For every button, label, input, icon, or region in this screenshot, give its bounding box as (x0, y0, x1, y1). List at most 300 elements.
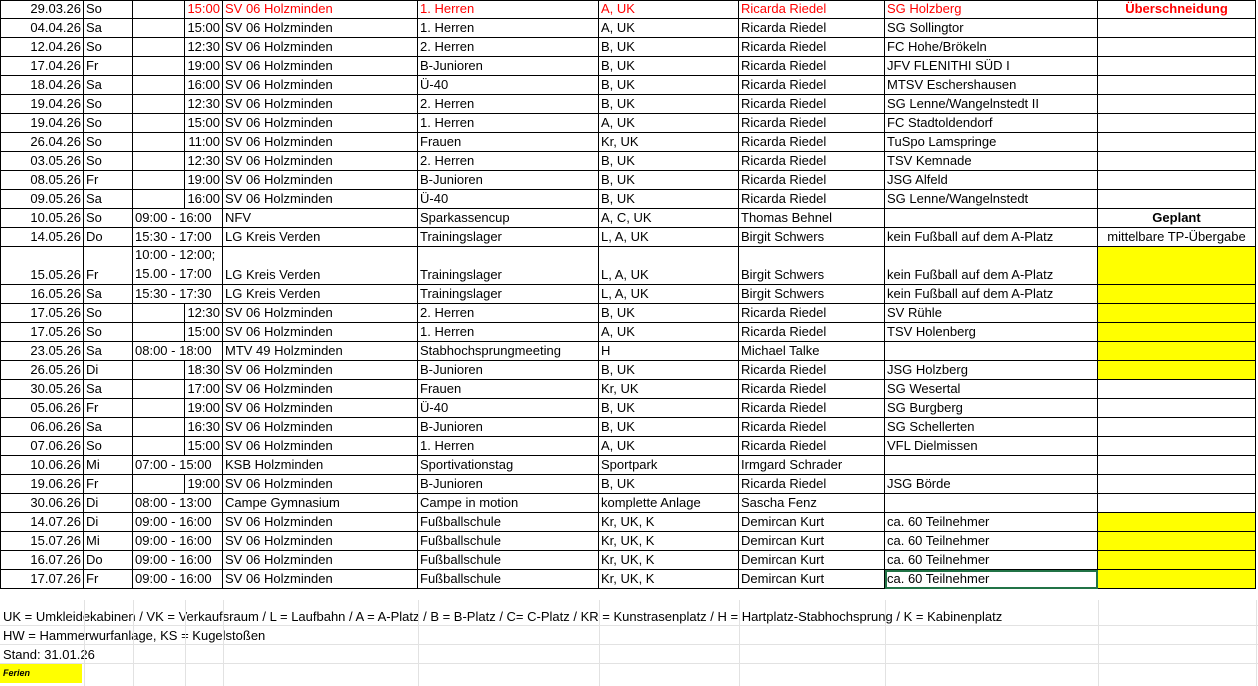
facility-cell[interactable]: B, UK (599, 57, 739, 76)
timespan-cell[interactable]: 09:00 - 16:00 (133, 209, 223, 228)
note-cell[interactable] (1098, 456, 1256, 475)
note-cell[interactable] (1098, 323, 1256, 342)
gridline (885, 600, 886, 686)
club-cell[interactable]: SV 06 Holzminden (223, 532, 418, 551)
contact-cell[interactable]: Ricarda Riedel (739, 133, 885, 152)
weekday-cell[interactable]: Fr (84, 57, 133, 76)
note-cell[interactable] (1098, 76, 1256, 95)
date-cell[interactable]: 05.06.26 (0, 399, 84, 418)
date-cell[interactable]: 09.05.26 (0, 190, 84, 209)
weekday-cell[interactable]: Fr (84, 570, 133, 589)
time-cell[interactable]: 15:00 (185, 0, 223, 19)
contact-cell[interactable]: Ricarda Riedel (739, 190, 885, 209)
contact-cell[interactable]: Ricarda Riedel (739, 418, 885, 437)
gridline (185, 600, 186, 686)
timespan-cell[interactable]: 09:00 - 16:00 (133, 513, 223, 532)
team-cell[interactable]: Fußballschule (418, 532, 599, 551)
contact-cell[interactable]: Sascha Fenz (739, 494, 885, 513)
opponent-cell[interactable]: VFL Dielmissen (885, 437, 1098, 456)
timespan-cell[interactable] (133, 114, 185, 133)
facility-cell[interactable]: Kr, UK, K (599, 551, 739, 570)
contact-cell[interactable]: Ricarda Riedel (739, 304, 885, 323)
weekday-cell[interactable]: Do (84, 228, 133, 247)
opponent-cell[interactable]: SG Holzberg (885, 0, 1098, 19)
time-cell[interactable]: 19:00 (185, 57, 223, 76)
opponent-cell[interactable] (885, 456, 1098, 475)
contact-cell[interactable]: Ricarda Riedel (739, 361, 885, 380)
contact-cell[interactable]: Ricarda Riedel (739, 38, 885, 57)
opponent-cell[interactable]: JSG Börde (885, 475, 1098, 494)
team-cell[interactable]: B-Junioren (418, 57, 599, 76)
weekday-cell[interactable]: Fr (84, 399, 133, 418)
opponent-cell[interactable]: FC Stadtoldendorf (885, 114, 1098, 133)
timespan-cell[interactable]: 15:30 - 17:30 (133, 285, 223, 304)
team-cell[interactable]: B-Junioren (418, 361, 599, 380)
club-cell[interactable]: SV 06 Holzminden (223, 76, 418, 95)
timespan-cell[interactable] (133, 475, 185, 494)
contact-cell[interactable]: Ricarda Riedel (739, 323, 885, 342)
contact-cell[interactable]: Irmgard Schrader (739, 456, 885, 475)
team-cell[interactable]: Ü-40 (418, 399, 599, 418)
date-cell[interactable]: 16.05.26 (0, 285, 84, 304)
date-cell[interactable]: 30.05.26 (0, 380, 84, 399)
note-cell[interactable] (1098, 380, 1256, 399)
opponent-cell[interactable]: TSV Kemnade (885, 152, 1098, 171)
timespan-cell[interactable] (133, 323, 185, 342)
facility-cell[interactable]: komplette Anlage (599, 494, 739, 513)
timespan-cell[interactable] (133, 38, 185, 57)
timespan-cell[interactable] (133, 152, 185, 171)
contact-cell[interactable]: Demircan Kurt (739, 551, 885, 570)
team-cell[interactable]: Campe in motion (418, 494, 599, 513)
team-cell[interactable]: Ü-40 (418, 190, 599, 209)
weekday-cell[interactable]: So (84, 95, 133, 114)
time-cell[interactable]: 15:00 (185, 323, 223, 342)
time-cell[interactable]: 12:30 (185, 38, 223, 57)
timespan-cell[interactable]: 15:30 - 17:00 (133, 228, 223, 247)
facility-cell[interactable]: A, C, UK (599, 209, 739, 228)
contact-cell[interactable]: Ricarda Riedel (739, 152, 885, 171)
contact-cell[interactable]: Ricarda Riedel (739, 19, 885, 38)
contact-cell[interactable]: Birgit Schwers (739, 228, 885, 247)
facility-cell[interactable]: A, UK (599, 0, 739, 19)
date-cell[interactable]: 14.05.26 (0, 228, 84, 247)
weekday-cell[interactable]: Sa (84, 418, 133, 437)
timespan-cell[interactable]: 07:00 - 15:00 (133, 456, 223, 475)
weekday-cell[interactable]: So (84, 133, 133, 152)
weekday-cell[interactable]: So (84, 0, 133, 19)
club-cell[interactable]: SV 06 Holzminden (223, 190, 418, 209)
contact-cell[interactable]: Birgit Schwers (739, 285, 885, 304)
timespan-cell[interactable] (133, 133, 185, 152)
timespan-cell[interactable] (133, 57, 185, 76)
weekday-cell[interactable]: So (84, 114, 133, 133)
note-cell[interactable] (1098, 114, 1256, 133)
opponent-cell[interactable]: kein Fußball auf dem A-Platz (885, 247, 1098, 285)
team-cell[interactable]: B-Junioren (418, 475, 599, 494)
note-cell[interactable] (1098, 532, 1256, 551)
timespan-cell[interactable] (133, 361, 185, 380)
time-cell[interactable]: 16:00 (185, 76, 223, 95)
team-cell[interactable]: 1. Herren (418, 114, 599, 133)
team-cell[interactable]: Trainingslager (418, 247, 599, 285)
date-cell[interactable]: 07.06.26 (0, 437, 84, 456)
timespan-cell[interactable] (133, 418, 185, 437)
club-cell[interactable]: SV 06 Holzminden (223, 361, 418, 380)
note-cell[interactable] (1098, 171, 1256, 190)
club-cell[interactable]: SV 06 Holzminden (223, 133, 418, 152)
opponent-cell[interactable]: ca. 60 Teilnehmer (885, 551, 1098, 570)
date-cell[interactable]: 08.05.26 (0, 171, 84, 190)
team-cell[interactable]: 1. Herren (418, 437, 599, 456)
date-cell[interactable]: 15.05.26 (0, 247, 84, 285)
note-cell[interactable] (1098, 551, 1256, 570)
note-cell[interactable] (1098, 361, 1256, 380)
opponent-cell[interactable]: ca. 60 Teilnehmer (885, 513, 1098, 532)
club-cell[interactable]: SV 06 Holzminden (223, 475, 418, 494)
opponent-cell[interactable]: SG Sollingtor (885, 19, 1098, 38)
team-cell[interactable]: B-Junioren (418, 418, 599, 437)
club-cell[interactable]: MTV 49 Holzminden (223, 342, 418, 361)
time-cell[interactable]: 16:30 (185, 418, 223, 437)
note-cell[interactable] (1098, 285, 1256, 304)
date-cell[interactable]: 26.05.26 (0, 361, 84, 380)
team-cell[interactable]: Fußballschule (418, 570, 599, 589)
note-cell[interactable] (1098, 475, 1256, 494)
facility-cell[interactable]: A, UK (599, 437, 739, 456)
date-cell[interactable]: 10.06.26 (0, 456, 84, 475)
contact-cell[interactable]: Birgit Schwers (739, 247, 885, 285)
contact-cell[interactable]: Demircan Kurt (739, 532, 885, 551)
team-cell[interactable]: Frauen (418, 133, 599, 152)
club-cell[interactable]: SV 06 Holzminden (223, 437, 418, 456)
timespan-cell[interactable] (133, 19, 185, 38)
club-cell[interactable]: Campe Gymnasium (223, 494, 418, 513)
weekday-cell[interactable]: Do (84, 551, 133, 570)
team-cell[interactable]: Fußballschule (418, 513, 599, 532)
facility-cell[interactable]: Kr, UK, K (599, 532, 739, 551)
team-cell[interactable]: 2. Herren (418, 95, 599, 114)
time-cell[interactable]: 12:30 (185, 95, 223, 114)
facility-cell[interactable]: B, UK (599, 190, 739, 209)
weekday-cell[interactable]: Fr (84, 247, 133, 285)
date-cell[interactable]: 19.04.26 (0, 95, 84, 114)
timespan-cell[interactable]: 08:00 - 13:00 (133, 494, 223, 513)
timespan-cell[interactable]: 09:00 - 16:00 (133, 532, 223, 551)
facility-cell[interactable]: Kr, UK, K (599, 513, 739, 532)
timespan-cell[interactable] (133, 95, 185, 114)
time-cell[interactable]: 11:00 (185, 133, 223, 152)
facility-cell[interactable]: A, UK (599, 114, 739, 133)
weekday-cell[interactable]: So (84, 38, 133, 57)
facility-cell[interactable]: B, UK (599, 399, 739, 418)
club-cell[interactable]: SV 06 Holzminden (223, 0, 418, 19)
time-cell[interactable]: 17:00 (185, 380, 223, 399)
facility-cell[interactable]: L, A, UK (599, 285, 739, 304)
facility-cell[interactable]: A, UK (599, 19, 739, 38)
timespan-cell[interactable] (133, 380, 185, 399)
weekday-cell[interactable]: Sa (84, 285, 133, 304)
date-cell[interactable]: 10.05.26 (0, 209, 84, 228)
contact-cell[interactable]: Demircan Kurt (739, 513, 885, 532)
contact-cell[interactable]: Ricarda Riedel (739, 399, 885, 418)
note-cell[interactable]: Geplant (1098, 209, 1256, 228)
team-cell[interactable]: 2. Herren (418, 152, 599, 171)
club-cell[interactable]: SV 06 Holzminden (223, 323, 418, 342)
facility-cell[interactable]: B, UK (599, 361, 739, 380)
team-cell[interactable]: 2. Herren (418, 38, 599, 57)
facility-cell[interactable]: B, UK (599, 76, 739, 95)
time-cell[interactable]: 19:00 (185, 475, 223, 494)
contact-cell[interactable]: Ricarda Riedel (739, 114, 885, 133)
note-cell[interactable] (1098, 437, 1256, 456)
legend-line-2[interactable]: HW = Hammerwurfanlage, KS = Kugelstoßen (0, 626, 1258, 645)
date-cell[interactable]: 15.07.26 (0, 532, 84, 551)
weekday-cell[interactable]: So (84, 209, 133, 228)
timespan-cell[interactable] (133, 0, 185, 19)
weekday-cell[interactable]: Sa (84, 380, 133, 399)
time-cell[interactable]: 12:30 (185, 304, 223, 323)
opponent-cell[interactable] (885, 342, 1098, 361)
opponent-cell[interactable]: SG Schellerten (885, 418, 1098, 437)
facility-cell[interactable]: B, UK (599, 152, 739, 171)
weekday-cell[interactable]: Sa (84, 342, 133, 361)
note-cell[interactable] (1098, 342, 1256, 361)
team-cell[interactable]: 1. Herren (418, 19, 599, 38)
facility-cell[interactable]: B, UK (599, 38, 739, 57)
note-cell[interactable] (1098, 57, 1256, 76)
table-row (0, 152, 1258, 171)
club-cell[interactable]: SV 06 Holzminden (223, 19, 418, 38)
opponent-cell[interactable]: SV Rühle (885, 304, 1098, 323)
date-cell[interactable]: 19.06.26 (0, 475, 84, 494)
date-cell[interactable]: 29.03.26 (0, 0, 84, 19)
weekday-cell[interactable]: So (84, 323, 133, 342)
legend-line-3[interactable]: Stand: 31.01.26 (0, 645, 1258, 664)
contact-cell[interactable]: Ricarda Riedel (739, 475, 885, 494)
club-cell[interactable]: LG Kreis Verden (223, 247, 418, 285)
opponent-cell[interactable]: JSG Alfeld (885, 171, 1098, 190)
date-cell[interactable]: 17.05.26 (0, 323, 84, 342)
note-cell[interactable] (1098, 19, 1256, 38)
note-cell[interactable] (1098, 304, 1256, 323)
opponent-cell[interactable] (885, 209, 1098, 228)
weekday-cell[interactable]: Sa (84, 19, 133, 38)
time-cell[interactable]: 15:00 (185, 114, 223, 133)
time-cell[interactable]: 19:00 (185, 171, 223, 190)
date-cell[interactable]: 18.04.26 (0, 76, 84, 95)
club-cell[interactable]: NFV (223, 209, 418, 228)
contact-cell[interactable]: Michael Talke (739, 342, 885, 361)
timespan-cell[interactable]: 08:00 - 18:00 (133, 342, 223, 361)
date-cell[interactable]: 17.07.26 (0, 570, 84, 589)
club-cell[interactable]: SV 06 Holzminden (223, 513, 418, 532)
contact-cell[interactable]: Ricarda Riedel (739, 57, 885, 76)
time-cell[interactable]: 16:00 (185, 190, 223, 209)
weekday-cell[interactable]: Fr (84, 475, 133, 494)
club-cell[interactable]: SV 06 Holzminden (223, 418, 418, 437)
contact-cell[interactable]: Ricarda Riedel (739, 171, 885, 190)
team-cell[interactable]: Stabhochsprungmeeting (418, 342, 599, 361)
club-cell[interactable]: SV 06 Holzminden (223, 95, 418, 114)
date-cell[interactable]: 23.05.26 (0, 342, 84, 361)
club-cell[interactable]: SV 06 Holzminden (223, 551, 418, 570)
facility-cell[interactable]: Sportpark (599, 456, 739, 475)
weekday-cell[interactable]: Mi (84, 456, 133, 475)
team-cell[interactable]: Sportivationstag (418, 456, 599, 475)
club-cell[interactable]: SV 06 Holzminden (223, 570, 418, 589)
date-cell[interactable]: 30.06.26 (0, 494, 84, 513)
opponent-cell[interactable]: ca. 60 Teilnehmer (885, 532, 1098, 551)
club-cell[interactable]: SV 06 Holzminden (223, 304, 418, 323)
club-cell[interactable]: SV 06 Holzminden (223, 38, 418, 57)
weekday-cell[interactable]: So (84, 152, 133, 171)
legend-line-1[interactable]: UK = Umkleidekabinen / VK = Verkaufsraum / L = Laufbahn / A = A-Platz / B = B-Platz / C= C-Platz / KR = Kunstrasenplatz / H = Hartplatz-Stabhochsprung / K = Kabinenplatz (0, 607, 1258, 626)
timespan-cell[interactable] (133, 399, 185, 418)
date-cell[interactable]: 06.06.26 (0, 418, 84, 437)
time-cell[interactable]: 15:00 (185, 19, 223, 38)
time-cell[interactable]: 18:30 (185, 361, 223, 380)
contact-cell[interactable]: Ricarda Riedel (739, 76, 885, 95)
weekday-cell[interactable]: So (84, 437, 133, 456)
team-cell[interactable]: 2. Herren (418, 304, 599, 323)
opponent-cell[interactable]: JFV FLENITHI SÜD I (885, 57, 1098, 76)
weekday-cell[interactable]: Di (84, 494, 133, 513)
team-cell[interactable]: 1. Herren (418, 323, 599, 342)
opponent-cell[interactable]: SG Burgberg (885, 399, 1098, 418)
contact-cell[interactable]: Ricarda Riedel (739, 0, 885, 19)
date-cell[interactable]: 17.05.26 (0, 304, 84, 323)
date-cell[interactable]: 12.04.26 (0, 38, 84, 57)
contact-cell[interactable]: Thomas Behnel (739, 209, 885, 228)
timespan-cell[interactable]: 09:00 - 16:00 (133, 551, 223, 570)
note-cell[interactable] (1098, 38, 1256, 57)
note-cell[interactable] (1098, 399, 1256, 418)
table-row (0, 551, 1258, 570)
club-cell[interactable]: SV 06 Holzminden (223, 171, 418, 190)
time-cell[interactable]: 12:30 (185, 152, 223, 171)
table-row (0, 171, 1258, 190)
note-cell[interactable] (1098, 513, 1256, 532)
team-cell[interactable]: Frauen (418, 380, 599, 399)
time-cell[interactable]: 19:00 (185, 399, 223, 418)
club-cell[interactable]: SV 06 Holzminden (223, 380, 418, 399)
note-cell[interactable] (1098, 247, 1256, 285)
note-cell[interactable]: Überschneidung (1098, 0, 1256, 19)
note-cell[interactable] (1098, 95, 1256, 114)
opponent-cell[interactable]: MTSV Eschershausen (885, 76, 1098, 95)
facility-cell[interactable]: B, UK (599, 95, 739, 114)
facility-cell[interactable]: A, UK (599, 323, 739, 342)
weekday-cell[interactable]: Di (84, 361, 133, 380)
weekday-cell[interactable]: Mi (84, 532, 133, 551)
facility-cell[interactable]: Kr, UK (599, 380, 739, 399)
weekday-cell[interactable]: Di (84, 513, 133, 532)
facility-cell[interactable]: B, UK (599, 304, 739, 323)
date-cell[interactable]: 17.04.26 (0, 57, 84, 76)
date-cell[interactable]: 16.07.26 (0, 551, 84, 570)
timespan-cell[interactable] (133, 304, 185, 323)
note-cell[interactable]: mittelbare TP-Übergabe (1098, 228, 1256, 247)
holiday-legend-cell[interactable]: Ferien (0, 664, 82, 683)
contact-cell[interactable]: Ricarda Riedel (739, 380, 885, 399)
time-cell[interactable]: 15:00 (185, 437, 223, 456)
weekday-cell[interactable]: So (84, 304, 133, 323)
date-cell[interactable]: 03.05.26 (0, 152, 84, 171)
date-cell[interactable]: 04.04.26 (0, 19, 84, 38)
facility-cell[interactable]: L, A, UK (599, 247, 739, 285)
club-cell[interactable]: SV 06 Holzminden (223, 152, 418, 171)
note-cell[interactable] (1098, 190, 1256, 209)
opponent-cell[interactable] (885, 494, 1098, 513)
club-cell[interactable]: KSB Holzminden (223, 456, 418, 475)
club-cell[interactable]: LG Kreis Verden (223, 228, 418, 247)
facility-cell[interactable]: H (599, 342, 739, 361)
team-cell[interactable]: Trainingslager (418, 285, 599, 304)
note-cell[interactable] (1098, 418, 1256, 437)
date-cell[interactable]: 14.07.26 (0, 513, 84, 532)
timespan-cell[interactable] (133, 437, 185, 456)
facility-cell[interactable]: L, A, UK (599, 228, 739, 247)
opponent-cell[interactable]: TSV Holenberg (885, 323, 1098, 342)
opponent-cell[interactable]: ca. 60 Teilnehmer (885, 570, 1098, 589)
club-cell[interactable]: SV 06 Holzminden (223, 399, 418, 418)
gridline (418, 600, 419, 686)
opponent-cell[interactable]: kein Fußball auf dem A-Platz (885, 228, 1098, 247)
club-cell[interactable]: SV 06 Holzminden (223, 114, 418, 133)
weekday-cell[interactable]: Sa (84, 190, 133, 209)
date-cell[interactable]: 19.04.26 (0, 114, 84, 133)
opponent-cell[interactable]: SG Lenne/Wangelnstedt II (885, 95, 1098, 114)
facility-cell[interactable]: B, UK (599, 418, 739, 437)
opponent-cell[interactable]: SG Wesertal (885, 380, 1098, 399)
weekday-cell[interactable]: Sa (84, 76, 133, 95)
note-cell[interactable] (1098, 494, 1256, 513)
date-cell[interactable]: 26.04.26 (0, 133, 84, 152)
opponent-cell[interactable]: SG Lenne/Wangelnstedt (885, 190, 1098, 209)
facility-cell[interactable]: B, UK (599, 171, 739, 190)
opponent-cell[interactable]: TuSpo Lamspringe (885, 133, 1098, 152)
contact-cell[interactable]: Ricarda Riedel (739, 95, 885, 114)
contact-cell[interactable]: Demircan Kurt (739, 570, 885, 589)
opponent-cell[interactable]: JSG Holzberg (885, 361, 1098, 380)
team-cell[interactable]: 1. Herren (418, 0, 599, 19)
club-cell[interactable]: LG Kreis Verden (223, 285, 418, 304)
note-cell[interactable] (1098, 152, 1256, 171)
gridline (599, 600, 600, 686)
note-cell[interactable] (1098, 570, 1256, 589)
team-cell[interactable]: Fußballschule (418, 551, 599, 570)
note-cell[interactable] (1098, 133, 1256, 152)
facility-cell[interactable]: B, UK (599, 475, 739, 494)
team-cell[interactable]: Sparkassencup (418, 209, 599, 228)
timespan-cell[interactable] (133, 76, 185, 95)
team-cell[interactable]: B-Junioren (418, 171, 599, 190)
team-cell[interactable]: Ü-40 (418, 76, 599, 95)
weekday-cell[interactable]: Fr (84, 171, 133, 190)
opponent-cell[interactable]: kein Fußball auf dem A-Platz (885, 285, 1098, 304)
contact-cell[interactable]: Ricarda Riedel (739, 437, 885, 456)
opponent-cell[interactable]: FC Hohe/Brökeln (885, 38, 1098, 57)
timespan-cell[interactable]: 10:00 - 12:00; 15.00 - 17:00 (133, 247, 223, 285)
timespan-cell[interactable] (133, 171, 185, 190)
timespan-cell[interactable] (133, 190, 185, 209)
facility-cell[interactable]: Kr, UK (599, 133, 739, 152)
facility-cell[interactable]: Kr, UK, K (599, 570, 739, 589)
timespan-cell[interactable]: 09:00 - 16:00 (133, 570, 223, 589)
team-cell[interactable]: Trainingslager (418, 228, 599, 247)
club-cell[interactable]: SV 06 Holzminden (223, 57, 418, 76)
